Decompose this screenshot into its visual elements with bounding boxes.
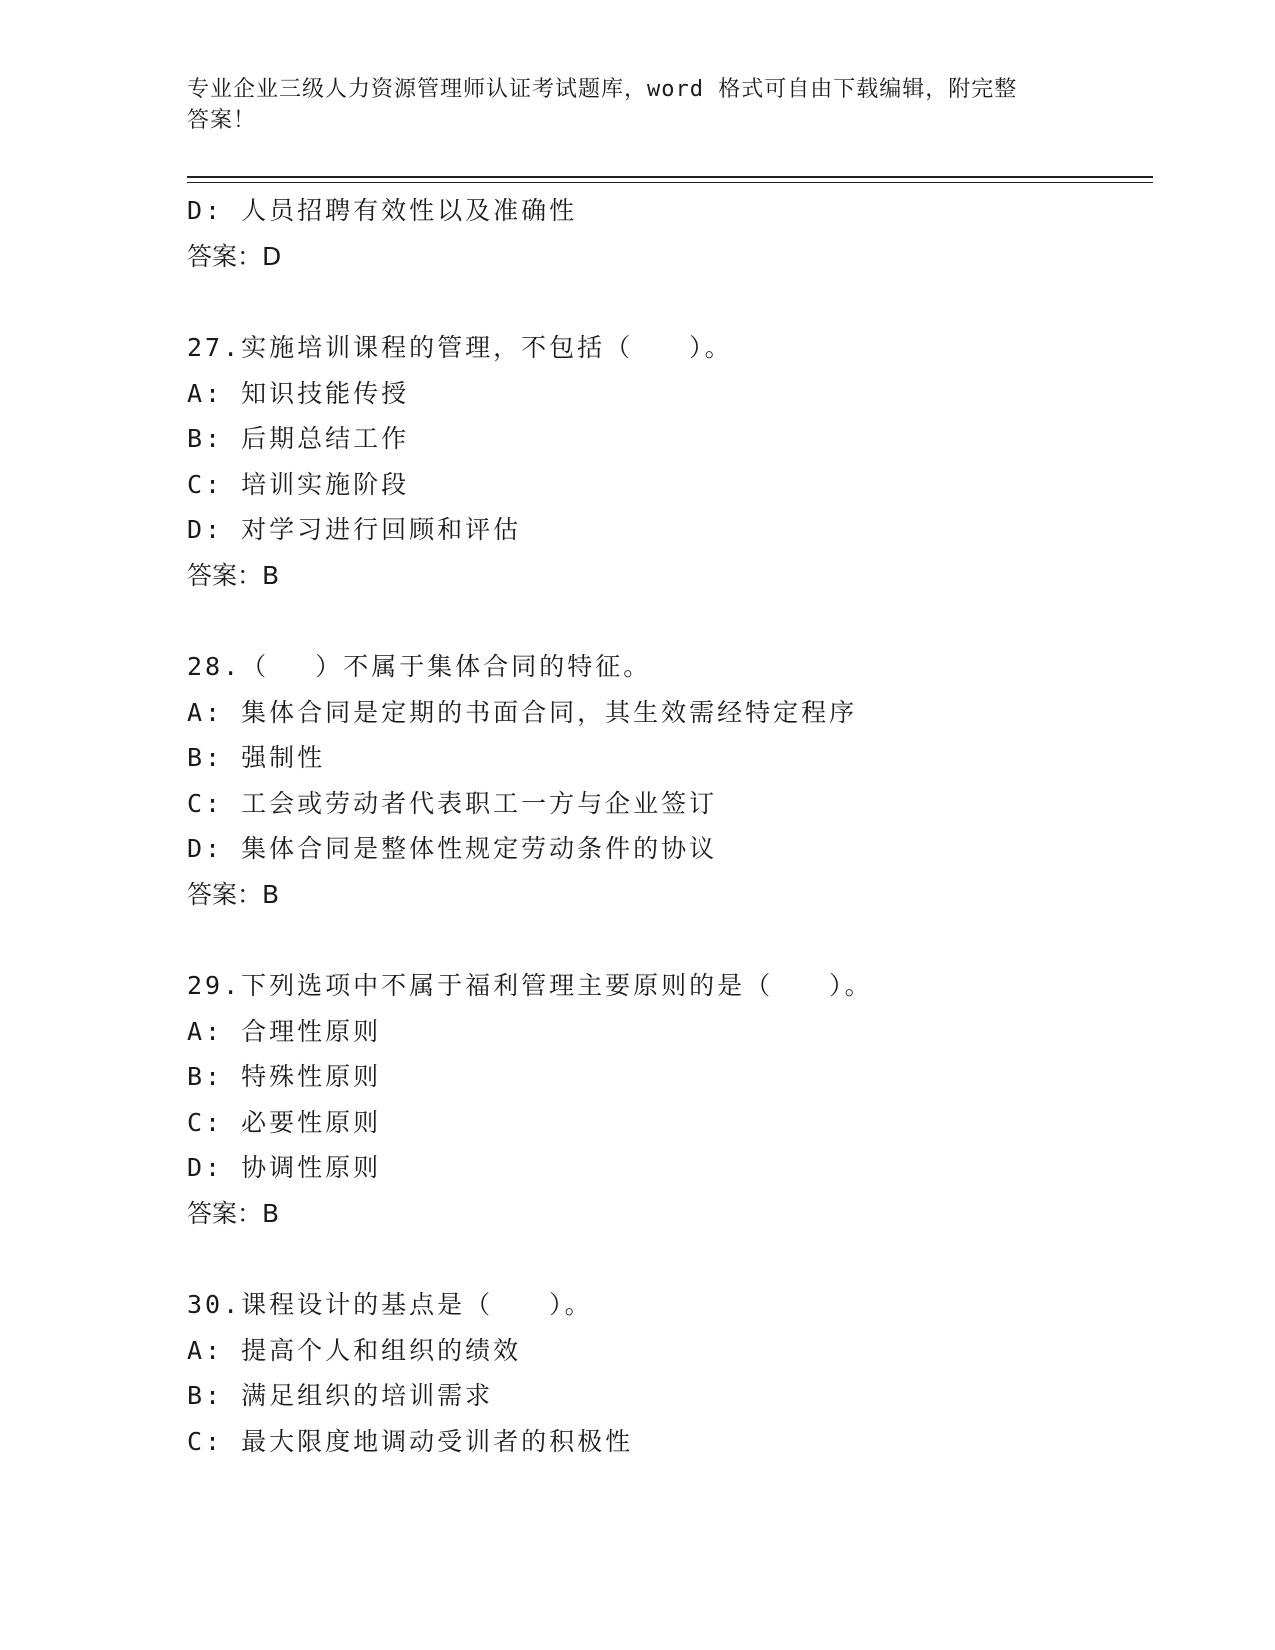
answer-label: 答案：B	[187, 560, 280, 590]
spacer	[187, 917, 1147, 963]
question-stem: 28.（ ）不属于集体合同的特征。	[187, 652, 652, 681]
question-list	[187, 188, 1147, 1464]
option-c: C: 必要性原则	[187, 1107, 382, 1137]
previous-question-tail	[187, 188, 1147, 279]
option-c: C: 工会或劳动者代表职工一方与企业签订	[187, 788, 718, 818]
header-line-2: 答案！	[187, 108, 257, 133]
question-28	[187, 644, 1147, 917]
option-c: C: 最大限度地调动受训者的积极性	[187, 1426, 634, 1456]
option-a: A: 提高个人和组织的绩效	[187, 1335, 522, 1365]
option-a: A: 知识技能传授	[187, 378, 410, 408]
header-divider-thin	[187, 182, 1153, 183]
header-line-1: 专业企业三级人力资源管理师认证考试题库，word 格式可自由下载编辑，附完整	[187, 77, 1018, 102]
question-stem: 27.实施培训课程的管理，不包括（ ）。	[187, 333, 733, 362]
option-a: A: 合理性原则	[187, 1016, 382, 1046]
question-27	[187, 325, 1147, 598]
answer-label: 答案：D	[187, 241, 282, 271]
document-header	[187, 74, 1067, 136]
option-d: D: 对学习进行回顾和评估	[187, 515, 522, 544]
spacer	[187, 598, 1147, 644]
option-b: B: 后期总结工作	[187, 424, 410, 453]
option-d: D: 协调性原则	[187, 1153, 382, 1182]
option-b: B: 强制性	[187, 743, 326, 772]
header-divider-thick	[187, 176, 1153, 178]
answer-label: 答案：B	[187, 879, 280, 909]
option-b: B: 特殊性原则	[187, 1062, 382, 1091]
question-stem: 30.课程设计的基点是（ ）。	[187, 1290, 593, 1319]
option-d: D: 集体合同是整体性规定劳动条件的协议	[187, 834, 718, 863]
answer-label: 答案：B	[187, 1198, 280, 1228]
option-a: A: 集体合同是定期的书面合同，其生效需经特定程序	[187, 697, 858, 727]
spacer	[187, 1236, 1147, 1282]
option-d: D: 人员招聘有效性以及准确性	[187, 196, 578, 225]
question-29	[187, 963, 1147, 1236]
question-stem: 29.下列选项中不属于福利管理主要原则的是（ ）。	[187, 971, 873, 1000]
spacer	[187, 279, 1147, 325]
option-b: B: 满足组织的培训需求	[187, 1381, 494, 1410]
option-c: C: 培训实施阶段	[187, 469, 410, 499]
question-30	[187, 1282, 1147, 1464]
